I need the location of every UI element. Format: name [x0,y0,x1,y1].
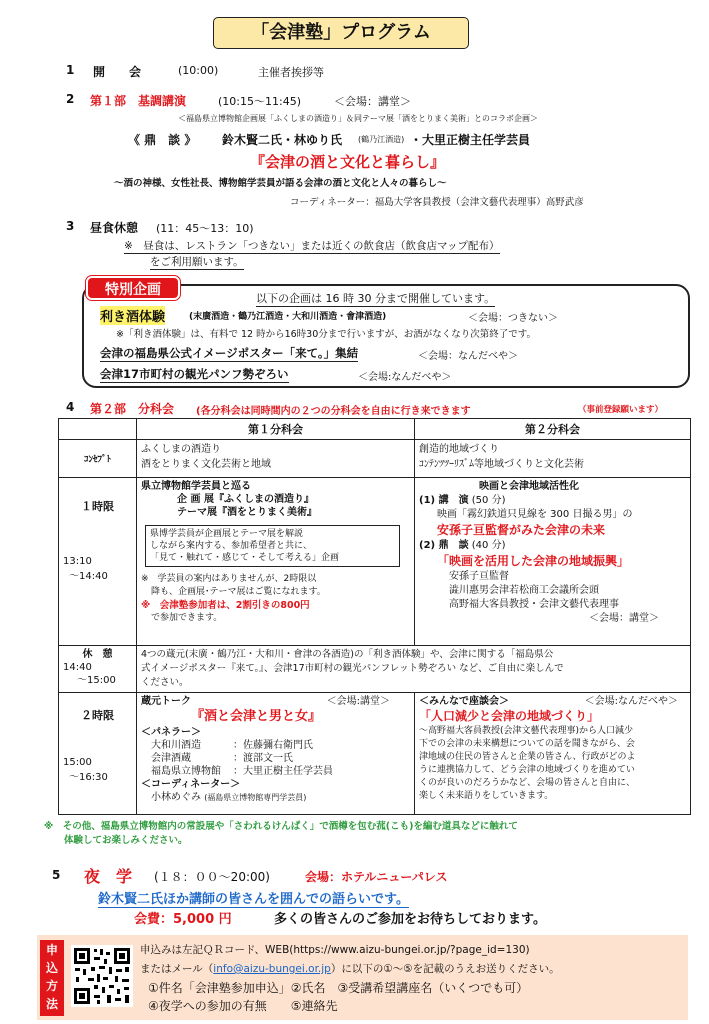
p2-c2-t6: 楽しく未来語りをしていきます。 [419,791,554,801]
concept-label: ｺﾝｾﾌﾟﾄ [59,440,137,478]
break-text-2: 式イメージポスター『来て。』、会津17市町村の観光パンフレット勢ぞろい など、ご自由に楽しんで [141,663,564,674]
p1-c2-l5b: (40 分) [471,540,506,551]
s2-speakers-org: (鶴乃江酒造) [358,135,405,144]
s2-lecture-title: 『会津の酒と文化と暮らし』 [250,153,446,171]
p1-c2-l3: 映画「霧幻鉄道只見線を 300 日撮る男」の [437,509,633,520]
period1-time-end: ～14:40 [69,571,108,582]
p2-c2-l2: 「人口減少と会津の地域づくり」 [419,709,600,723]
p1-c2-l9: 高野福大客員教授・会津文藝代表理事 [449,599,619,610]
p1-c2-l6: 「映画を活用した会津の地域振興」 [437,554,630,568]
p1-c2-l2a: (1) 講 演 [419,495,469,506]
s5-label: 夜 学 [84,867,133,886]
s5-fee: 会費：5,000 円 [134,912,232,927]
period1-time-start: 13:10 [63,556,92,567]
special-r1-title: 利き酒体験 [100,306,165,325]
s2-subtitle: ～酒の神様、女性社長、博物館学芸員が語る会津の酒と文化と人々の暮らし～ [114,178,447,189]
special-tag: 特別企画 [86,276,180,300]
break-text-3: ください。 [141,677,189,688]
special-r3-venue: ＜会場:なんだべや＞ [358,372,452,383]
p1-c1-box2: しながら案内する、参加希望者と共に、 [150,541,313,551]
p2-c2-t1: ～高野福大客員教授(会津文藝代表理事)から人口減少 [419,726,634,736]
s5-invite: 多くの皆さんのご参加をお待ちしております。 [274,912,546,927]
special-notice: 以下の企画は 16 時 30 分まで開催しています。 [256,292,496,305]
p2-c1-l2: 『酒と会津と男と女』 [191,709,322,724]
apply-line1: 申込みは左記ＱＲコード、WEB(https://www.aizu-bungei.or.jp/?page_id=130) [140,944,530,956]
p2-c1-p3b: ：大里正樹主任学芸員 [233,766,333,777]
p2-c1-p1a: 大和川酒造 [151,740,201,751]
p1-c2-l4: 安孫子亘監督がみた会津の未来 [437,523,606,537]
footnote-1: ※ その他、福島県立博物館内の常設展や「さわれるけんぱく」で酒樽を包む菰(こも)を編む道具などに触れて [44,821,518,832]
s1-time: (10:00) [178,64,219,77]
p1-c2-l10: ＜会場：講堂＞ [589,613,659,624]
apply-line4: ④夜学への参加の有無 ⑤連絡先 [148,999,338,1013]
p1-c2-l2b: (50 分) [471,495,506,506]
concept-1a: ふくしまの酒造り [141,444,221,455]
s1-desc: 主催者挨拶等 [258,66,324,79]
s2-kendan-label: 《 鼎 談 》 [128,133,197,147]
apply-line2a: またはメール（ [140,963,214,975]
p2-c1-l1: 蔵元トーク [141,696,191,707]
special-r2-title: 会津の福島県公式イメージポスター「来て。」集結 [100,346,359,360]
footnote-2: 体験してお楽しみください。 [64,835,188,846]
p1-c1-n1: ※ 学芸員の案内はありませんが、2時限以 [141,574,317,584]
s3-note2: をご利用願います。 [150,256,244,268]
s5-num: 5 [52,868,61,882]
p1-c2-l8: 澁川惠男会津若松商工会議所会頭 [449,585,599,596]
s4-sub: (各分科会は同時間内の２つの分科会を自由に行き来できます [196,406,471,417]
s2-num: 2 [66,92,75,106]
apply-line2 [140,961,560,976]
special-r1-note: ※「利き酒体験」は、有料で 12 時から16時30分まで行いますが、お酒がなくなり次第終了です。 [116,329,537,340]
p2-c1-p2a: 会津酒蔵 [151,753,191,764]
period1-label: １時限 [81,500,114,513]
apply-tag-text: 申込方法 [46,943,59,1011]
s2-label: 第１部 基調講演 [90,94,187,108]
table-head-1: 第１分科会 [137,419,415,440]
break-label: 休 憩 [82,649,113,660]
p2-c1-l5: 小林めぐみ [151,792,201,803]
s5-time: (１８：００～20:00) [154,870,270,884]
p1-c1-box3: 「見て・触れて・感じて・そして考える」企画 [150,553,340,563]
p1-c1-n2: 降も、企画展･テーマ展はご覧になれます。 [151,587,326,597]
p2-c2-t5: くのが良いのだろうかなど、会場の皆さんと自由に、 [419,778,636,788]
s3-num: 3 [66,219,75,233]
p1-c1-n4: で参加できます。 [151,613,223,623]
s5-desc: 鈴木賢二氏ほか講師の皆さんを囲んでの語らいです。 [98,888,409,908]
p1-c2-l7: 安孫子亘監督 [449,571,509,582]
p2-c2-t2: 下での会津の未来構想についての話を聞きながら、会 [419,739,635,749]
p2-c1-p2b: ：渡部文一氏 [233,753,293,764]
p2-c1-p1b: ：佐藤彌右衛門氏 [233,740,313,751]
special-r2-venue: ＜会場：なんだべや＞ [418,351,518,362]
s2-speaker2: ・大里正樹主任学芸員 [410,133,531,147]
s2-time: (10:15～11:45) [218,95,301,108]
concept-2b: ｺﾝﾃﾝﾂﾂｰﾘｽﾞﾑ等地域づくりと文化芸術 [419,459,584,470]
p1-c1-box1: 県博学芸員が企画展とテーマ展を解説 [150,529,304,539]
apply-email-link[interactable]: info@aizu-bungei.or.jp [213,963,331,975]
s2-coordinator: コーディネーター：福島大学客員教授（会津文藝代表理事）高野武彦 [290,197,584,208]
page-title: 「会津塾」プログラム [213,17,469,49]
break-time-end: ～15:00 [77,675,116,686]
period2-time-start: 15:00 [63,757,92,768]
break-time-start: 14:40 [63,662,92,673]
period2-time-end: ～16:30 [69,772,108,783]
schedule-table [58,418,691,815]
p1-c1-l1: 県立博物館学芸員と巡る [141,481,251,492]
s4-label: 第２部 分科会 [90,402,175,416]
special-r3-title: 会津17市町村の観光パンフ勢ぞろい [100,367,289,381]
table-head-2: 第２分科会 [415,419,691,440]
s3-note1: ※ 昼食は、レストラン「つきない」または近くの飲食店（飲食店マップ配布） [124,240,500,252]
break-text-1: 4つの蔵元(末廣・鶴乃江・大和川・會津の各酒造)の「利き酒体験」や、会津に関する「福島県公 [141,649,554,660]
special-r1-venue: ＜会場：つきない＞ [468,313,558,324]
special-r1-sub: (末廣酒造・鶴乃江酒造・大和川酒造・會津酒造) [189,312,387,322]
p1-c2-l1: 映画と会津地域活性化 [479,481,579,492]
p1-c1-box [145,525,400,567]
p2-c1-l4: ＜コーディネーター＞ [141,779,241,790]
p2-c2-t4: うに連携協力して、どう会津の地域づくりを進めてい [419,765,635,775]
period2-label: ２時限 [81,709,114,722]
s2-speakers: 鈴木賢二氏・林ゆり氏 [222,133,343,147]
p2-c2-l1: ＜みんなで座談会＞ [419,696,509,707]
apply-tag [40,940,64,1016]
p2-c1-venue: ＜会場:講堂＞ [326,696,390,707]
p1-c1-n3: ※ 会津塾参加者は、2割引きの800円 [141,600,310,611]
concept-2a: 創造的地域づくり [419,444,499,455]
s1-label: 開 会 [93,65,142,79]
p2-c1-p3a: 福島県立博物館 [151,766,221,777]
p1-c1-l3: テーマ展『酒をとりまく美術』 [177,507,317,518]
s3-time: (11：45～13：10) [156,222,254,235]
s5-venue: 会場：ホテルニューパレス [305,870,448,884]
s4-num: 4 [66,400,75,414]
p2-c2-t3: 津地域の住民の皆さんと企業の皆さん、行政がどのよ [419,752,636,762]
s2-note: ＜福島県立博物館企画展「ふくしまの酒造り」＆同テーマ展「酒をとりまく美術」とのコラボ企画＞ [178,114,538,123]
qr-code-icon[interactable] [71,945,133,1007]
p2-c1-l5b: (福島県立博物館専門学芸員) [204,793,307,802]
p2-c2-venue: ＜会場:なんだべや＞ [584,696,678,707]
s3-label: 昼食休憩 [90,221,139,235]
p1-c1-l2: 企 画 展『ふくしまの酒造り』 [177,494,314,505]
qr-code-svg [71,945,133,1007]
p1-c2-l5a: (2) 鼎 談 [419,540,469,551]
apply-line3: ①件名「会津塾参加申込」②氏名 ③受講希望講座名（いくつでも可） [148,981,529,995]
s2-venue: ＜会場：講堂＞ [334,95,411,108]
s4-reg: （事前登録願います） [578,405,664,415]
s1-num: 1 [66,63,75,77]
concept-1b: 酒をとりまく文化芸術と地域 [141,459,271,470]
apply-line2b: ）に以下の①～⑤を記載のうえお送りください。 [330,963,560,975]
p2-c1-l3: ＜パネラー＞ [141,727,201,738]
